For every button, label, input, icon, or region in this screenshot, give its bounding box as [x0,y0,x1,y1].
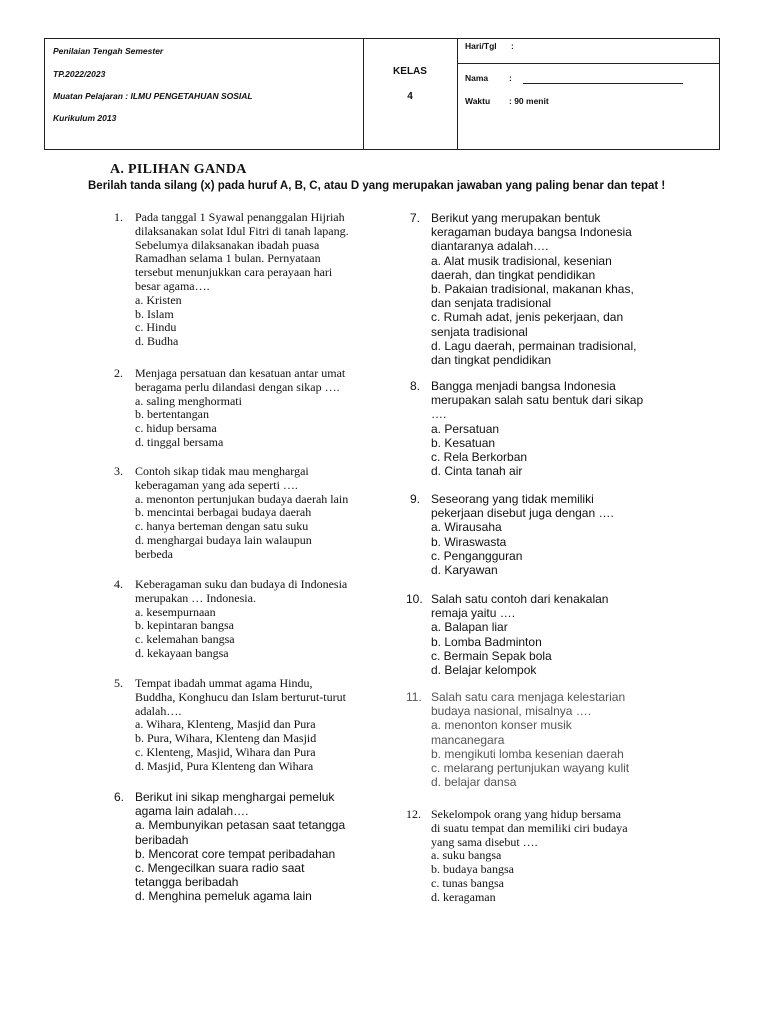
instructions [88,178,688,194]
name-sep: : [509,73,512,83]
question-number: 7. [410,211,421,225]
question-body [135,677,346,774]
answer-option[interactable]: c. tunas bangsa [431,875,504,890]
answer-option[interactable]: c. Rela Berkorban [431,450,528,465]
question-text-line: diantaranya adalah…. [431,239,549,254]
answer-option[interactable]: a. Alat musik tradisional, kesenian [431,253,612,268]
question-body [135,578,347,661]
answer-option[interactable]: c. hanya berteman dengan satu suku [135,519,309,534]
answer-option[interactable]: b. budaya bangsa [431,862,514,877]
question-number: 9. [410,492,421,506]
time-value: : 90 menit [509,96,549,106]
question-text-line: Tempat ibadah ummat agama Hindu, [135,676,313,690]
question-text-line: adalah…. [135,703,182,718]
answer-option[interactable]: b. bertentangan [135,407,209,422]
answer-option[interactable]: d. Lagu daerah, permainan tradisional, [431,338,637,353]
answer-option[interactable]: b. Wiraswasta [431,534,507,549]
question-text-line: Salah satu contoh dari kenakalan [431,592,609,606]
question-text-line: Berikut ini sikap menghargai pemeluk [135,790,335,804]
question-text-line: merupakan salah satu bentuk dari sikap [431,393,644,408]
name-field[interactable] [523,72,683,84]
answer-option[interactable]: b. mengikuti lomba kesenian daerah [431,746,624,761]
question-text-line: pekerjaan disebut juga dengan …. [431,506,614,521]
question-text-line: Berikut yang merupakan bentuk [431,211,601,225]
answer-option[interactable]: c. Klenteng, Masjid, Wihara dan Pura [135,744,316,759]
question-body [135,367,345,450]
question-text-line: di suatu tempat dan memiliki ciri budaya [431,820,628,835]
answer-option[interactable]: a. Balapan liar [431,620,508,635]
answer-option[interactable]: a. suku bangsa [431,848,502,863]
answer-option[interactable]: d. tinggal bersama [135,434,224,449]
instruction-line: tepat ! [630,180,666,192]
question-text-line: yang sama disebut …. [431,834,538,849]
answer-option[interactable]: b. Mencorat core tempat peribadahan [135,846,336,861]
question-body [431,808,628,905]
question-number: 3. [114,464,123,478]
answer-option[interactable]: c. Rumah adat, jenis pekerjaan, dan [431,310,624,325]
answer-option[interactable]: d. menghargai budaya lain walaupun [135,532,312,547]
answer-option[interactable]: berbeda [135,546,173,561]
class-cell [363,39,458,149]
question-text-line: dilaksanakan solat Idul Fitri di tanah lapang. [135,223,349,238]
question-number: 12. [406,807,421,821]
question-body [135,790,345,904]
question-number: 1. [114,210,123,224]
time-label: Waktu [465,96,491,106]
answer-option[interactable]: senjata tradisional [431,324,528,339]
question-text-line: Ramadhan selama 1 bulan. Pernyataan [135,251,321,266]
section-title: A. PILIHAN GANDA [110,162,247,177]
answer-option[interactable]: dan senjata tradisional [431,296,552,311]
answer-option[interactable]: d. Menghina pemeluk agama lain [135,889,312,904]
question-text-line: …. [431,407,447,422]
answer-option[interactable]: d. belajar dansa [431,775,517,790]
answer-option[interactable]: b. mencintai berbagai budaya daerah [135,505,312,520]
answer-option[interactable]: a. menonton pertunjukan budaya daerah lain [135,491,349,506]
question-text-line: Bangga menjadi bangsa Indonesia [431,379,616,393]
question-text-line: Pada tanggal 1 Syawal penanggalan Hijriah [135,210,345,224]
question-text-line: Menjaga persatuan dan kesatuan antar umat [135,366,346,380]
date-sep: : [511,41,514,51]
question-number: 6. [114,790,125,804]
class-label: KELAS [393,66,427,77]
question-body [431,379,643,478]
question-text-line: merupakan … Indonesia. [135,590,256,605]
question-text-line: budaya nasional, misalnya …. [431,704,592,719]
question-text-line: beragama perlu dilandasi dengan sikap …. [135,379,340,394]
answer-option[interactable]: d. Budha [135,334,179,349]
answer-option[interactable]: d. kekayaan bangsa [135,645,229,660]
class-value: 4 [407,91,413,102]
answer-option[interactable]: b. Lomba Badminton [431,634,542,649]
question-text-line: Sebelumya dilaksanakan ibadah puasa [135,237,320,252]
answer-option[interactable]: a. Kristen [135,292,182,307]
question-body [431,690,629,789]
question-text-line: Contoh sikap tidak mau menghargai [135,464,309,478]
exam-info-cell [45,39,364,149]
answer-option[interactable]: a. Wihara, Klenteng, Masjid dan Pura [135,717,316,732]
answer-option[interactable]: c. Mengecilkan suara radio saat [135,861,305,876]
answer-option[interactable]: tetangga beribadah [135,875,239,890]
answer-option[interactable]: b. kepintaran bangsa [135,618,234,633]
curriculum: Kurikulum 2013 [53,113,117,123]
question-number: 2. [114,366,123,380]
answer-option[interactable]: a. Membunyikan petasan saat tetangga [135,818,346,833]
question-text-line: Buddha, Konghucu dan Islam berturut-turut [135,689,346,704]
answer-option[interactable]: c. melarang pertunjukan wayang kulit [431,761,630,776]
question-text-line: Sekelompok orang yang hidup bersama [431,807,621,821]
answer-option[interactable]: a. Persatuan [431,421,500,436]
answer-option[interactable]: c. kelemahan bangsa [135,632,235,647]
answer-option[interactable]: d. Belajar kelompok [431,663,537,678]
answer-option[interactable]: b. Kesatuan [431,435,496,450]
name-label: Nama [465,73,489,83]
question-number: 8. [410,379,421,393]
answer-option[interactable]: d. keragaman [431,889,496,904]
answer-option[interactable]: c. Bermain Sepak bola [431,648,552,663]
instruction-line: Berilah tanda silang (x) pada huruf A, B, C, atau D yang merupakan jawaban yang paling benar dan [88,180,628,192]
question-body [431,492,614,577]
question-text-line: keberagaman yang ada seperti …. [135,477,298,492]
question-text-line: remaja yaitu …. [431,606,516,621]
student-info-cell [457,39,719,149]
row-divider [457,63,719,64]
school-year: TP.2022/2023 [53,69,106,79]
answer-option[interactable]: c. hidup bersama [135,421,217,436]
answer-option[interactable]: a. Wirausaha [431,520,502,535]
question-number: 5. [114,676,123,690]
answer-option[interactable]: d. Karyawan [431,563,498,578]
answer-option[interactable]: c. Hindu [135,320,177,335]
answer-option[interactable]: beribadah [135,832,189,847]
answer-option[interactable]: b. Pakaian tradisional, makanan khas, [431,282,634,297]
question-text-line: tersebut menunjukkan cara perayaan hari [135,265,333,280]
answer-option[interactable]: d. Masjid, Pura Klenteng dan Wihara [135,758,314,773]
answer-option[interactable]: d. Cinta tanah air [431,464,523,479]
question-number: 4. [114,577,123,591]
answer-option[interactable]: b. Pura, Wihara, Klenteng dan Masjid [135,731,317,746]
question-body [431,211,636,367]
exam-title: Penilaian Tengah Semester [53,46,164,56]
question-text-line: Keberagaman suku dan budaya di Indonesia [135,577,348,591]
question-text-line: keragaman budaya bangsa Indonesia [431,225,632,240]
answer-option[interactable]: a. kesempurnaan [135,604,216,619]
question-text-line: Seseorang yang tidak memiliki [431,492,594,506]
answer-option[interactable]: daerah, dan tingkat pendidikan [431,267,596,282]
answer-option[interactable]: dan tingkat pendidikan [431,353,552,368]
question-body [135,465,348,562]
date-label: Hari/Tgl [465,41,497,51]
answer-option[interactable]: mancanegara [431,732,505,747]
question-text-line: besar agama…. [135,278,210,293]
answer-option[interactable]: a. menonton konser musik [431,718,572,733]
exam-header [44,38,720,150]
answer-option[interactable]: c. Pengangguran [431,548,523,563]
question-body [135,211,349,349]
question-number: 11. [406,690,422,704]
question-number: 10. [406,592,423,606]
question-body [431,592,608,677]
question-text-line: Salah satu cara menjaga kelestarian [431,690,626,704]
answer-option[interactable]: a. saling menghormati [135,393,242,408]
question-text-line: agama lain adalah…. [135,804,249,819]
answer-option[interactable]: b. Islam [135,306,174,321]
subject: Muatan Pelajaran : ILMU PENGETAHUAN SOSIAL [53,91,253,101]
